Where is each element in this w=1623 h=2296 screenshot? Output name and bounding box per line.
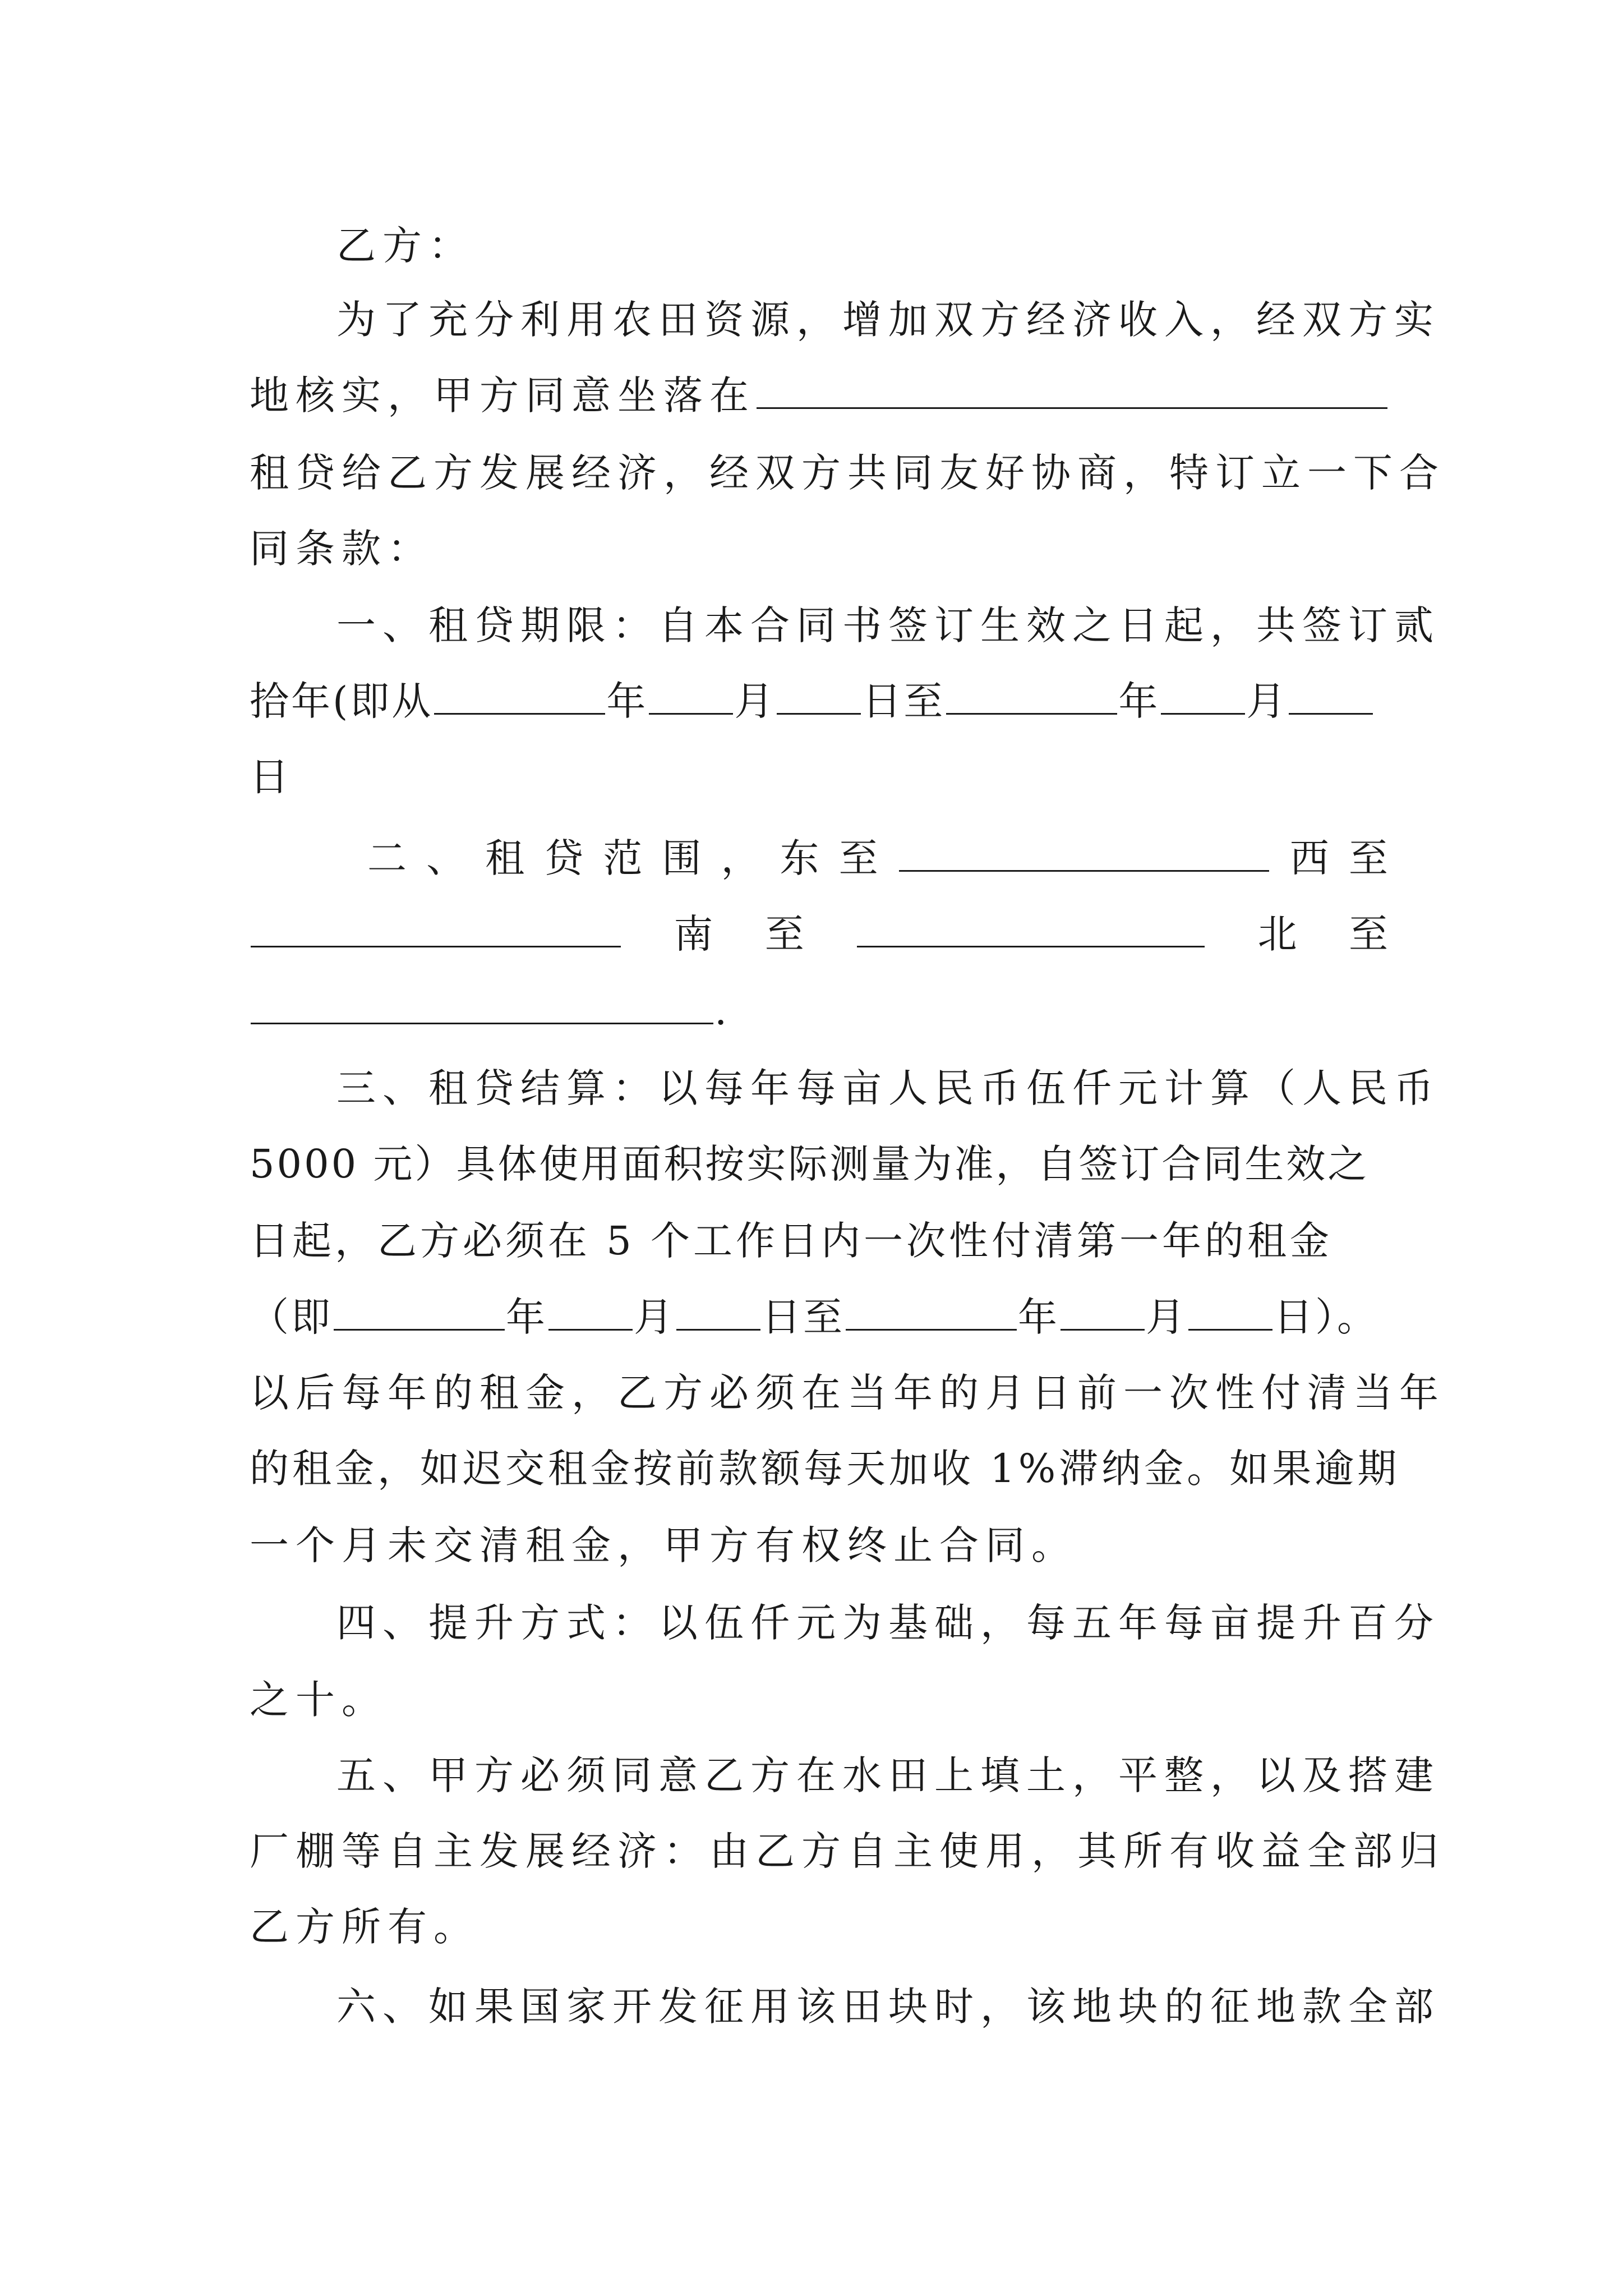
clause1-line-2: 拾年(即从 年 月 日至 年 月 bbox=[250, 676, 1388, 726]
first-year-start-month-blank bbox=[548, 1294, 633, 1331]
first-year-end-day-blank bbox=[1188, 1294, 1272, 1331]
clause1-line-1: 一、租贷期限：自本合同书签订生效之日起，共签订贰 bbox=[336, 602, 1440, 648]
clause1-line-3: 日 bbox=[250, 754, 296, 800]
clause2-line-3: . bbox=[250, 986, 1388, 1036]
clause5-line-1: 五、甲方必须同意乙方在水田上填土，平整，以及搭建 bbox=[336, 1752, 1440, 1798]
first-year-end-year-blank bbox=[846, 1294, 1017, 1331]
first-year-end-month-blank bbox=[1061, 1294, 1145, 1331]
clause4-line-2: 之十。 bbox=[250, 1677, 388, 1723]
intro-line-4: 同条款： bbox=[250, 526, 434, 572]
clause3-line-6: 的租金，如迟交租金按前款额每天加收 1%滞纳金。如果逾期 bbox=[250, 1446, 1400, 1492]
start-month-blank bbox=[649, 678, 733, 715]
north-boundary-blank bbox=[251, 988, 713, 1024]
end-year-blank bbox=[946, 678, 1117, 715]
south-boundary-blank bbox=[857, 911, 1205, 947]
east-boundary-blank bbox=[899, 835, 1269, 872]
first-year-start-day-blank bbox=[676, 1294, 760, 1331]
start-day-blank bbox=[777, 678, 861, 715]
clause4-line-1: 四、提升方式：以伍仟元为基础，每五年每亩提升百分 bbox=[336, 1600, 1440, 1646]
intro-line-3: 租贷给乙方发展经济，经双方共同友好协商，特订立一下合 bbox=[250, 450, 1445, 496]
clause5-line-2: 厂棚等自主发展经济：由乙方自主使用，其所有收益全部归 bbox=[250, 1828, 1445, 1874]
start-year-blank bbox=[434, 678, 605, 715]
intro-line-1: 为了充分利用农田资源，增加双方经济收入，经双方实 bbox=[336, 297, 1440, 343]
intro-line-2: 地核实，甲方同意坐落在 bbox=[250, 370, 1388, 421]
clause6-line-1: 六、如果国家开发征用该田块时，该地块的征地款全部 bbox=[336, 1984, 1440, 2030]
clause2-line-2: 南 至 北 至 bbox=[250, 909, 1388, 959]
clause3-line-7: 一个月未交清租金，甲方有权终止合同。 bbox=[250, 1522, 1077, 1568]
clause3-line-2: 5000 元）具体使用面积按实际测量为准，自签订合同生效之 bbox=[250, 1141, 1370, 1187]
clause5-line-3: 乙方所有。 bbox=[250, 1904, 479, 1950]
clause3-line-3: 日起，乙方必须在 5 个工作日内一次性付清第一年的租金 bbox=[250, 1218, 1333, 1264]
clause3-line-1: 三、租贷结算：以每年每亩人民币伍仟元计算（人民币 bbox=[336, 1065, 1440, 1111]
end-day-blank bbox=[1289, 678, 1373, 715]
clause3-line-4: （即 年 月 日至 年 月 日）。 bbox=[250, 1294, 1378, 1340]
west-boundary-blank bbox=[251, 911, 621, 947]
clause3-line-5: 以后每年的租金，乙方必须在当年的月日前一次性付清当年 bbox=[250, 1370, 1445, 1416]
location-blank bbox=[757, 372, 1387, 409]
clause2-line-1: 二 、 租 贷 范 围 ， 东 至 西 至 bbox=[367, 835, 1388, 881]
end-month-blank bbox=[1161, 678, 1245, 715]
first-year-start-year-blank bbox=[334, 1294, 505, 1331]
party-b-label: 乙方： bbox=[336, 223, 474, 269]
